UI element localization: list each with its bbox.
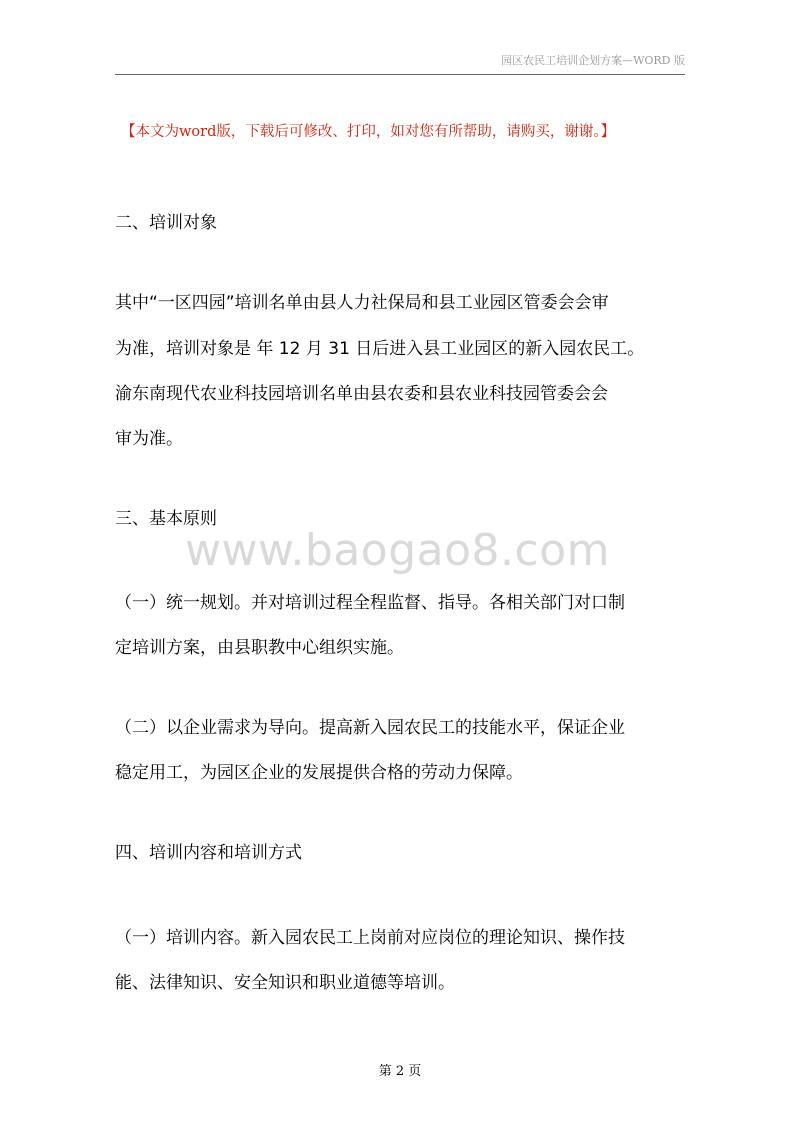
page-number: 第 2 页	[378, 1064, 422, 1079]
purchase-notice: 【本文为word版，下载后可修改、打印，如对您有所帮助，请购买，谢谢。】	[121, 124, 616, 140]
section-heading-training-content: 四、培训内容和培训方式	[115, 843, 302, 863]
paragraph-line: 其中“一区四园”培训名单由县人力社保局和县工业园区管委会会审	[115, 293, 609, 313]
page-header-title: 园区农民工培训企划方案—WORD 版	[501, 54, 685, 67]
paragraph-line: 审为准。	[115, 429, 183, 449]
paragraph-line: 渝东南现代农业科技园培训名单由县农委和县农业科技园管委会会	[115, 384, 608, 404]
watermark: www.baogao8.com	[185, 525, 610, 576]
header-divider	[115, 74, 685, 75]
paragraph-line: 能、法律知识、安全知识和职业道德等培训。	[115, 973, 455, 993]
section-heading-training-targets: 二、培训对象	[115, 213, 217, 233]
paragraph-line: 为准，培训对象是 年 12 月 31 日后进入县工业园区的新入园农民工。	[115, 339, 645, 359]
paragraph-line: （二）以企业需求为导向。提高新入园农民工的技能水平，保证企业	[115, 718, 625, 738]
paragraph-line: 定培训方案，由县职教中心组织实施。	[115, 638, 404, 658]
section-heading-basic-principles: 三、基本原则	[115, 509, 217, 529]
paragraph-line: （一）统一规划。并对培训过程全程监督、指导。各相关部门对口制	[115, 593, 625, 613]
paragraph-line: 稳定用工，为园区企业的发展提供合格的劳动力保障。	[115, 763, 523, 783]
paragraph-line: （一）培训内容。新入园农民工上岗前对应岗位的理论知识、操作技	[115, 928, 625, 948]
